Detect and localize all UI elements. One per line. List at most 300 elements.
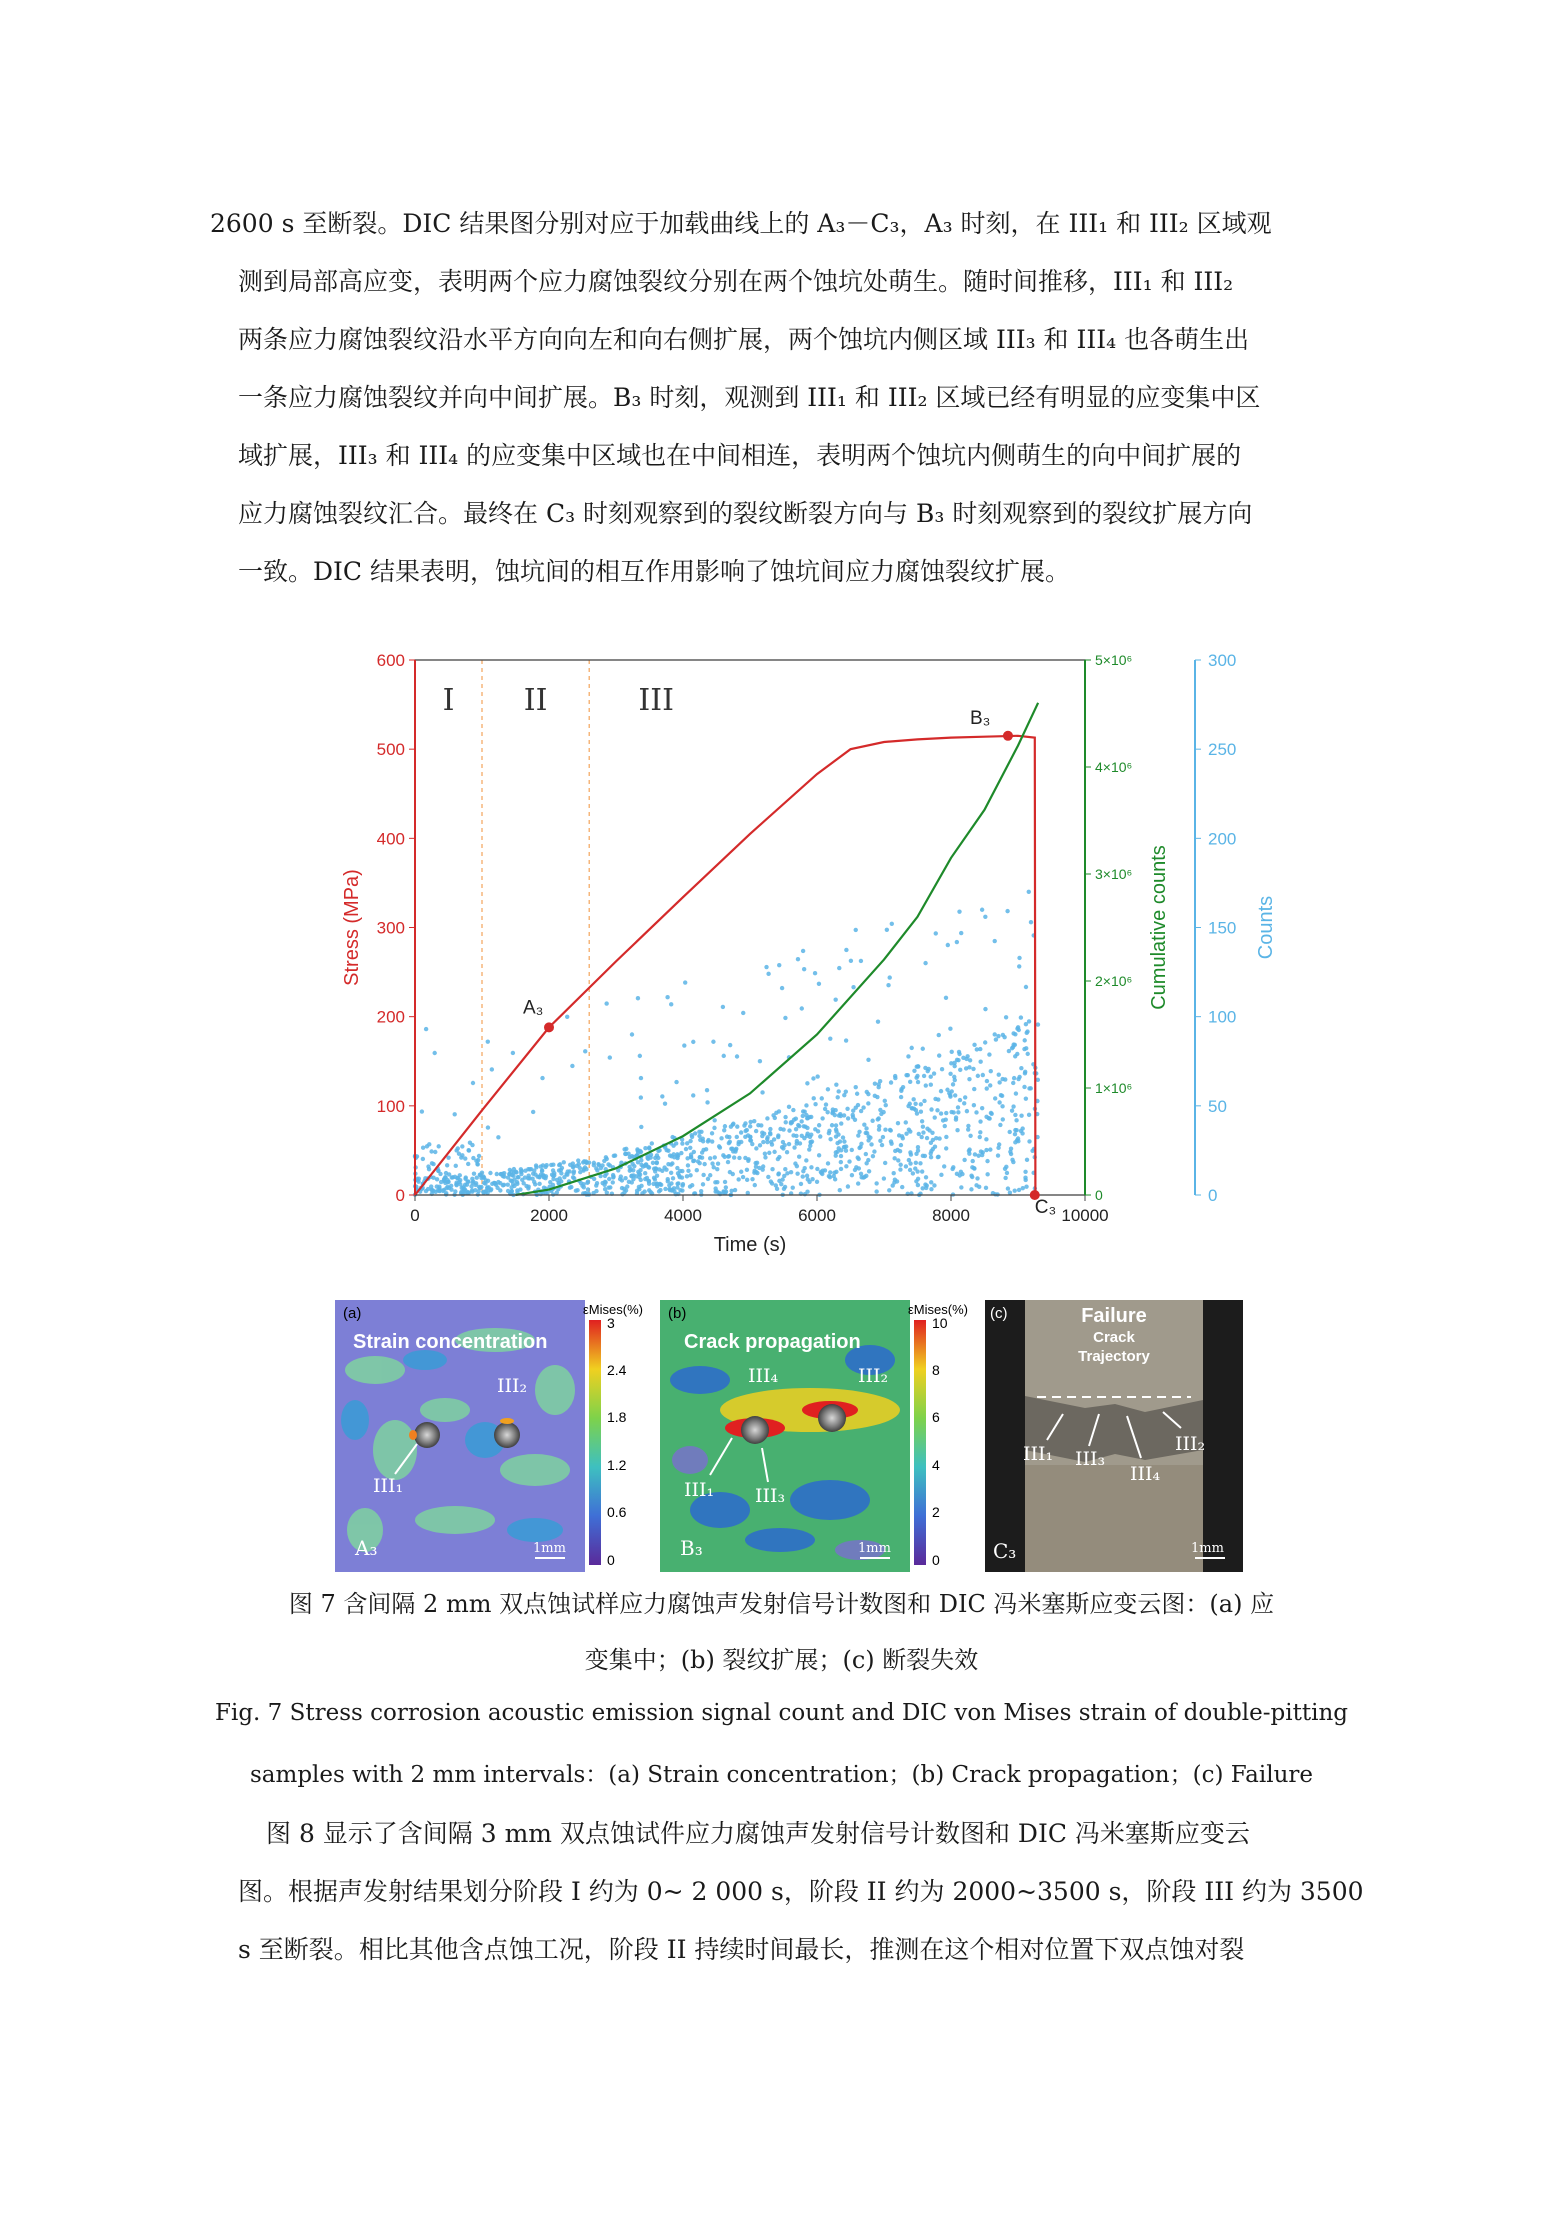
count-point [839, 1121, 843, 1125]
count-point [984, 1186, 988, 1190]
count-point [1027, 1086, 1031, 1090]
count-point [543, 1176, 547, 1180]
count-point [897, 1133, 901, 1137]
count-point [1016, 1025, 1020, 1029]
count-point [526, 1176, 530, 1180]
count-point [834, 1153, 838, 1157]
count-point [490, 1067, 494, 1071]
count-point [430, 1161, 434, 1165]
y3-tick-label: 300 [1208, 651, 1237, 670]
count-point [929, 1075, 933, 1079]
y2-tick-label: 5×10⁶ [1095, 652, 1133, 668]
count-point [959, 1185, 963, 1189]
count-point [1029, 920, 1033, 924]
count-point [710, 1161, 714, 1165]
count-point [799, 1182, 803, 1186]
count-point [865, 1090, 869, 1094]
count-point [756, 1123, 760, 1127]
count-point [812, 1096, 816, 1100]
count-point [611, 1174, 615, 1178]
count-point [817, 1153, 821, 1157]
count-point [795, 1139, 799, 1143]
count-point [441, 1189, 445, 1193]
count-point [708, 1156, 712, 1160]
count-point [951, 1165, 955, 1169]
count-point [470, 1143, 474, 1147]
count-point [680, 1183, 684, 1187]
count-point [921, 1125, 925, 1129]
region-label: III₂ [497, 1375, 528, 1397]
count-point [688, 1139, 692, 1143]
count-point [966, 1127, 970, 1131]
count-point [883, 1161, 887, 1165]
count-point [1019, 1113, 1023, 1117]
count-point [904, 1132, 908, 1136]
count-point [955, 1172, 959, 1176]
count-point [929, 1187, 933, 1191]
count-point [916, 1183, 920, 1187]
count-point [944, 1146, 948, 1150]
count-point [668, 1188, 672, 1192]
count-point [655, 1161, 659, 1165]
x-axis-label: Time (s) [713, 1234, 787, 1256]
count-point [796, 957, 800, 961]
count-point [899, 1095, 903, 1099]
count-point [898, 1167, 902, 1171]
count-point [957, 909, 961, 913]
count-point [742, 1123, 746, 1127]
count-point [936, 1097, 940, 1101]
count-point [669, 1162, 673, 1166]
count-point [496, 1135, 500, 1139]
count-point [963, 1095, 967, 1099]
count-point [996, 1146, 1000, 1150]
count-point [735, 1135, 739, 1139]
count-point [768, 1131, 772, 1135]
count-point [922, 1074, 926, 1078]
scale-bar: 1mm [858, 1541, 891, 1556]
panel-title: Crack propagation [684, 1331, 861, 1353]
count-point [727, 1135, 731, 1139]
count-point [731, 1149, 735, 1153]
count-point [433, 1150, 437, 1154]
count-point [923, 961, 927, 965]
x-tick-label: 8000 [932, 1206, 970, 1225]
dic-panel-b [660, 1300, 968, 1572]
count-point [583, 1165, 587, 1169]
count-point [475, 1175, 479, 1179]
count-point [952, 1110, 956, 1114]
count-point [923, 1154, 927, 1158]
count-point [715, 1189, 719, 1193]
count-point [839, 1167, 843, 1171]
count-point [924, 1175, 928, 1179]
count-point [686, 1169, 690, 1173]
count-point [1011, 1104, 1015, 1108]
count-point [716, 1161, 720, 1165]
text-line: s 至断裂。相比其他含点蚀工况，阶段 II 持续时间最长，推测在这个相对位置下双点蚀对裂 [238, 1935, 1245, 1964]
count-point [680, 1141, 684, 1145]
count-point [761, 1140, 765, 1144]
count-point [972, 1043, 976, 1047]
count-point [827, 1131, 831, 1135]
count-point [782, 1187, 786, 1191]
colorbar-tick: 10 [932, 1315, 948, 1331]
region-label: III₃ [1075, 1448, 1106, 1470]
count-point [606, 1162, 610, 1166]
count-point [1008, 1130, 1012, 1134]
colorbar-tick: 0 [607, 1552, 615, 1568]
count-point [1014, 1118, 1018, 1122]
count-point [978, 1119, 982, 1123]
count-point [839, 1160, 843, 1164]
count-point [745, 1168, 749, 1172]
count-point [944, 1111, 948, 1115]
count-point [705, 1100, 709, 1104]
count-point [925, 1183, 929, 1187]
count-point [972, 1166, 976, 1170]
count-point [719, 1136, 723, 1140]
count-point [583, 1049, 587, 1053]
count-point [817, 982, 821, 986]
count-point [473, 1188, 477, 1192]
count-point [934, 931, 938, 935]
count-point [766, 972, 770, 976]
count-point [1004, 1165, 1008, 1169]
count-point [575, 1188, 579, 1192]
count-point [791, 1108, 795, 1112]
count-point [993, 1032, 997, 1036]
count-point [886, 983, 890, 987]
count-point [984, 1115, 988, 1119]
count-point [965, 1109, 969, 1113]
count-point [777, 963, 781, 967]
count-point [912, 1069, 916, 1073]
count-point [743, 1135, 747, 1139]
count-point [1000, 1094, 1004, 1098]
count-point [657, 1189, 661, 1193]
count-point [985, 1172, 989, 1176]
count-point [444, 1171, 448, 1175]
count-point [940, 1067, 944, 1071]
count-point [486, 1179, 490, 1183]
panel-title: Strain concentration [353, 1331, 548, 1353]
count-point [833, 1177, 837, 1181]
count-point [1023, 1176, 1027, 1180]
count-point [585, 1181, 589, 1185]
count-point [988, 1083, 992, 1087]
count-point [572, 1176, 576, 1180]
y-tick-label: 600 [376, 651, 405, 670]
count-point [745, 1178, 749, 1182]
count-point [1015, 1052, 1019, 1056]
count-point [760, 1090, 764, 1094]
count-point [612, 1154, 616, 1158]
count-point [834, 1134, 838, 1138]
count-point [869, 1142, 873, 1146]
count-point [604, 1155, 608, 1159]
count-point [888, 975, 892, 979]
count-point [908, 1150, 912, 1154]
count-point [460, 1186, 464, 1190]
count-point [638, 1168, 642, 1172]
count-point [914, 1179, 918, 1183]
count-point [691, 1040, 695, 1044]
count-point [1023, 1071, 1027, 1075]
count-point [631, 1173, 635, 1177]
count-point [930, 1131, 934, 1135]
count-point [856, 1181, 860, 1185]
count-point [820, 1116, 824, 1120]
count-point [481, 1190, 485, 1194]
count-point [774, 1183, 778, 1187]
count-point [865, 1131, 869, 1135]
count-point [507, 1172, 511, 1176]
count-point [803, 1124, 807, 1128]
count-point [722, 1128, 726, 1132]
count-point [669, 1002, 673, 1006]
count-point [777, 1109, 781, 1113]
caption-cn-line-1: 图 7 含间隔 2 mm 双点蚀试样应力腐蚀声发射信号计数图和 DIC 冯米塞斯应变云图：(a) 应 [288, 1590, 1275, 1618]
count-point [453, 1189, 457, 1193]
count-point [890, 922, 894, 926]
count-point [871, 1154, 875, 1158]
count-point [854, 1106, 858, 1110]
count-point [488, 1171, 492, 1175]
count-point [910, 1106, 914, 1110]
count-point [453, 1112, 457, 1116]
count-point [770, 1167, 774, 1171]
count-point [939, 1089, 943, 1093]
colorbar-tick: 0.6 [607, 1504, 627, 1520]
count-point [944, 996, 948, 1000]
count-point [943, 1124, 947, 1128]
count-point [1011, 1160, 1015, 1164]
count-point [710, 1131, 714, 1135]
count-point [629, 1167, 633, 1171]
dic-panel-a [335, 1300, 643, 1572]
count-point [765, 1116, 769, 1120]
colorbar-tick: 1.8 [607, 1409, 627, 1425]
pit-icon [494, 1422, 520, 1448]
count-point [823, 1168, 827, 1172]
count-point [731, 1122, 735, 1126]
count-point [978, 1130, 982, 1134]
count-point [715, 1180, 719, 1184]
count-point [551, 1183, 555, 1187]
count-point [666, 1179, 670, 1183]
count-point [783, 1115, 787, 1119]
count-point [456, 1176, 460, 1180]
count-point [942, 1164, 946, 1168]
count-point [643, 1146, 647, 1150]
count-point [1013, 1132, 1017, 1136]
count-point [805, 1174, 809, 1178]
text-line: 测到局部高应变，表明两个应力腐蚀裂纹分别在两个蚀坑处萌生。随时间推移，III₁ 和 III₂ [238, 267, 1234, 296]
count-point [675, 1185, 679, 1189]
count-point [639, 1178, 643, 1182]
time-marker: C₃ [993, 1539, 1017, 1563]
pit-icon [414, 1422, 440, 1448]
count-point [433, 1051, 437, 1055]
time-marker: B₃ [680, 1536, 703, 1560]
count-point [529, 1167, 533, 1171]
y3-tick-label: 0 [1208, 1186, 1218, 1205]
count-point [743, 1156, 747, 1160]
count-point [873, 1094, 877, 1098]
count-point [457, 1152, 461, 1156]
count-point [787, 1142, 791, 1146]
count-point [630, 1154, 634, 1158]
count-point [556, 1181, 560, 1185]
count-point [808, 1135, 812, 1139]
count-point [1002, 1035, 1006, 1039]
count-point [818, 1134, 822, 1138]
count-point [994, 1037, 998, 1041]
count-point [876, 1085, 880, 1089]
count-point [763, 1151, 767, 1155]
count-point [837, 966, 841, 970]
count-point [430, 1188, 434, 1192]
count-point [861, 1105, 865, 1109]
count-point [1013, 1128, 1017, 1132]
count-point [920, 1119, 924, 1123]
count-point [864, 1152, 868, 1156]
count-point [688, 1146, 692, 1150]
count-point [993, 939, 997, 943]
count-point [951, 1082, 955, 1086]
count-point [801, 1174, 805, 1178]
count-point [954, 1117, 958, 1121]
count-point [655, 1153, 659, 1157]
count-point [540, 1076, 544, 1080]
count-point [813, 1102, 817, 1106]
count-point [828, 1175, 832, 1179]
count-point [755, 1161, 759, 1165]
text-line: 两条应力腐蚀裂纹沿水平方向向左和向右侧扩展，两个蚀坑内侧区域 III₃ 和 III₄ 也各萌生出 [238, 325, 1250, 354]
count-point [741, 1011, 745, 1015]
y-tick-label: 300 [376, 918, 405, 938]
count-point [834, 1129, 838, 1133]
count-point [787, 1105, 791, 1109]
count-point [834, 1123, 838, 1127]
count-point [841, 1135, 845, 1139]
count-point [1027, 1113, 1031, 1117]
count-point [607, 1177, 611, 1181]
count-point [899, 1143, 903, 1147]
count-point [715, 1167, 719, 1171]
count-point [928, 1151, 932, 1155]
count-point [904, 1120, 908, 1124]
count-point [691, 1093, 695, 1097]
count-point [429, 1149, 433, 1153]
count-point [831, 1107, 835, 1111]
count-point [688, 1173, 692, 1177]
count-point [959, 1170, 963, 1174]
count-point [770, 1181, 774, 1185]
count-point [1013, 1188, 1017, 1192]
count-point [980, 1153, 984, 1157]
count-point [883, 1099, 887, 1103]
count-point [530, 1177, 534, 1181]
count-point [1011, 1042, 1015, 1046]
count-point [485, 1185, 489, 1189]
count-point [638, 1054, 642, 1058]
count-point [1005, 909, 1009, 913]
text-line: 一条应力腐蚀裂纹并向中间扩展。B₃ 时刻，观测到 III₁ 和 III₂ 区域已经有明显的应变集中区 [238, 383, 1261, 412]
count-point [578, 1170, 582, 1174]
count-point [978, 1135, 982, 1139]
count-point [466, 1162, 470, 1166]
count-point [997, 1072, 1001, 1076]
count-point [908, 1102, 912, 1106]
count-point [968, 1134, 972, 1138]
count-point [808, 1140, 812, 1144]
count-point [604, 1001, 608, 1005]
count-point [849, 959, 853, 963]
count-point [678, 1169, 682, 1173]
count-point [721, 1189, 725, 1193]
count-point [787, 1128, 791, 1132]
count-point [754, 1146, 758, 1150]
count-point [1019, 1015, 1023, 1019]
count-point [638, 1172, 642, 1176]
count-point [495, 1172, 499, 1176]
count-point [639, 1095, 643, 1099]
count-point [669, 1181, 673, 1185]
colorbar-tick: 6 [932, 1409, 940, 1425]
count-point [639, 1125, 643, 1129]
count-point [862, 1122, 866, 1126]
count-point [766, 1175, 770, 1179]
count-point [883, 1128, 887, 1132]
count-point [993, 1192, 997, 1196]
text-line: 2600 s 至断裂。DIC 结果图分别对应于加载曲线上的 A₃－C₃，A₃ 时刻，在 III₁ 和 III₂ 区域观 [210, 209, 1272, 238]
count-point [732, 1155, 736, 1159]
count-point [846, 1116, 850, 1120]
count-point [815, 1180, 819, 1184]
count-point [1016, 1139, 1020, 1143]
count-point [421, 1146, 425, 1150]
count-point [717, 1144, 721, 1148]
panel-subtitle: Trajectory [1078, 1348, 1150, 1365]
count-point [551, 1168, 555, 1172]
count-point [976, 1074, 980, 1078]
count-point [939, 1111, 943, 1115]
count-point [815, 1167, 819, 1171]
count-point [706, 1177, 710, 1181]
y3-tick-label: 100 [1208, 1007, 1237, 1027]
count-point [872, 1149, 876, 1153]
count-point [834, 1082, 838, 1086]
count-point [639, 1163, 643, 1167]
count-point [1010, 1108, 1014, 1112]
count-point [908, 1080, 912, 1084]
count-point [794, 1127, 798, 1131]
colorbar [914, 1320, 926, 1565]
count-point [937, 1136, 941, 1140]
count-point [445, 1185, 449, 1189]
count-point [962, 1101, 966, 1105]
count-point [901, 1085, 905, 1089]
count-point [919, 1109, 923, 1113]
count-point [651, 1161, 655, 1165]
count-point [925, 1126, 929, 1130]
count-point [477, 1154, 481, 1158]
count-point [728, 1043, 732, 1047]
count-point [911, 1097, 915, 1101]
stage-label: III [638, 683, 674, 718]
